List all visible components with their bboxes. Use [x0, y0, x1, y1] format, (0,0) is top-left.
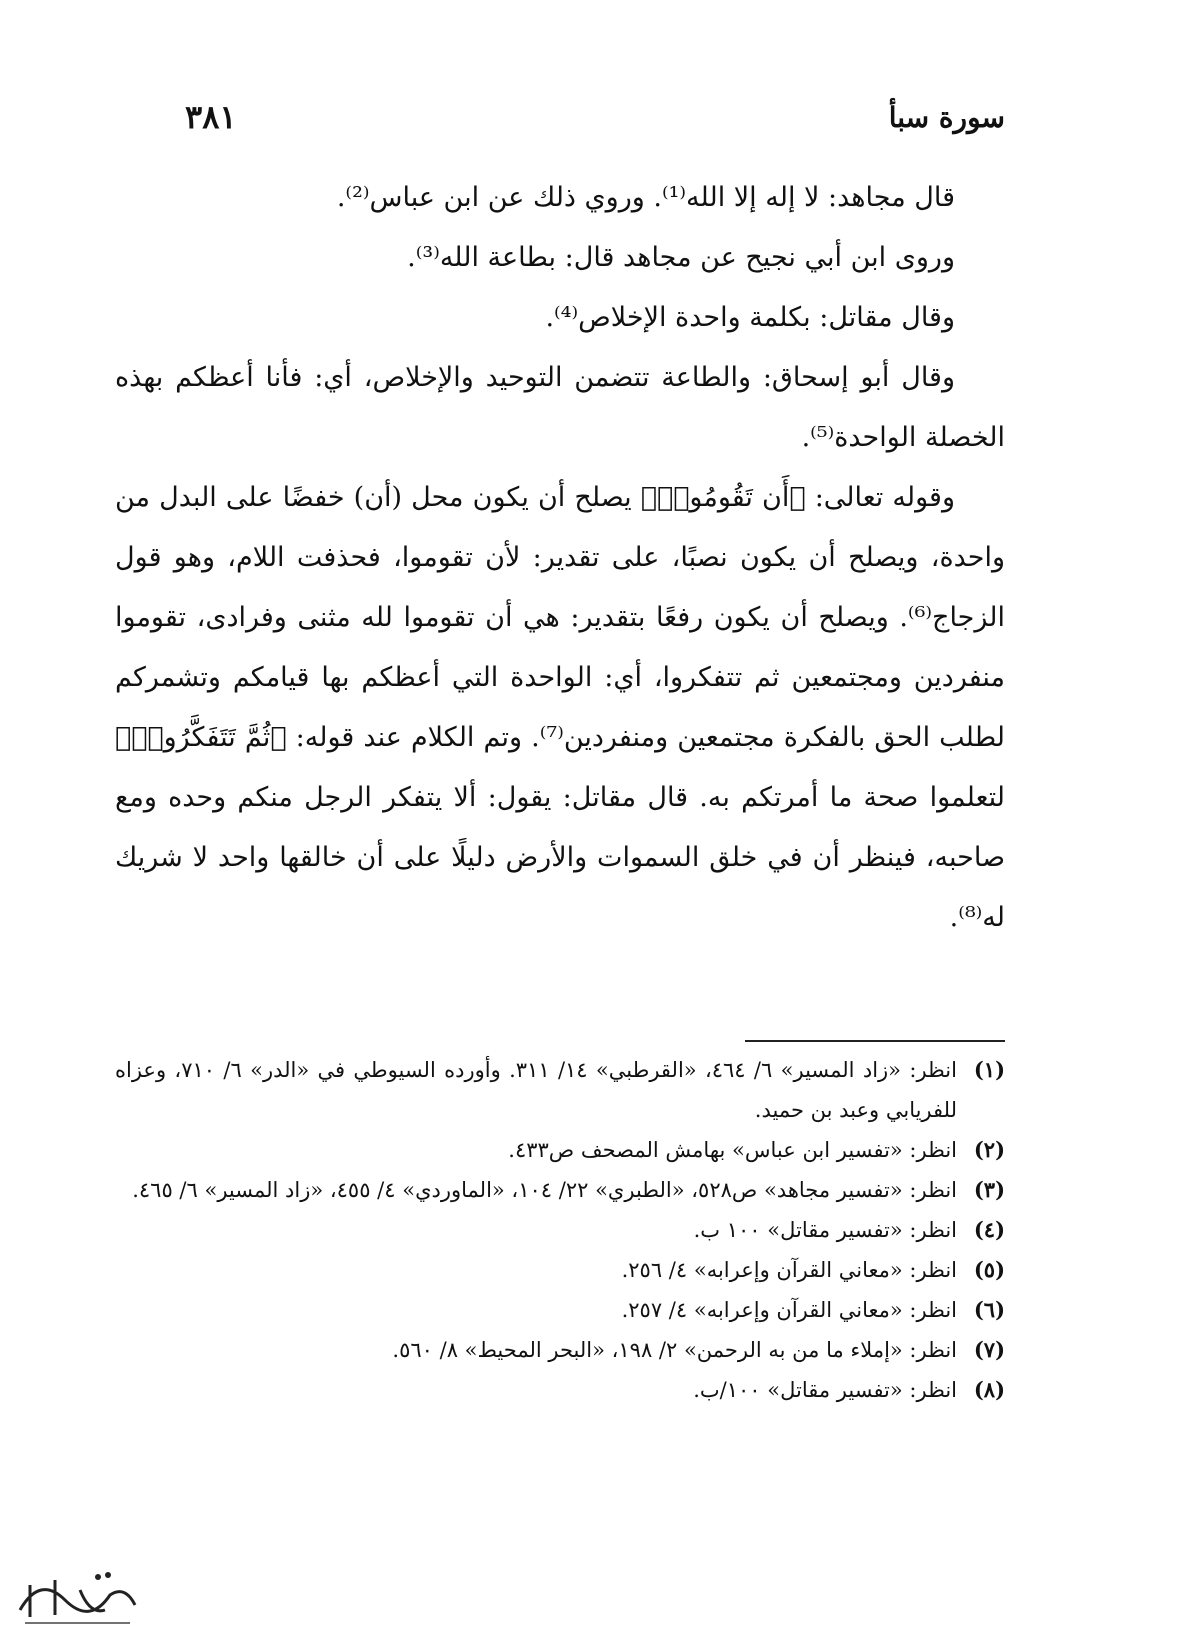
footnote-text: انظر: «معاني القرآن وإعرابه» ٤/ ٢٥٧.	[621, 1298, 957, 1322]
footnote-item	[115, 1370, 1005, 1410]
footnote-number: (١)	[973, 1057, 1005, 1082]
footnote-text: انظر: «معاني القرآن وإعرابه» ٤/ ٢٥٦.	[621, 1258, 957, 1282]
paragraph: قال مجاهد: لا إله إلا الله⁽¹⁾. وروي ذلك عن ابن عباس⁽²⁾.	[336, 182, 955, 213]
main-text	[115, 168, 1005, 948]
running-head	[185, 92, 1005, 142]
footnote-text: انظر: «إملاء ما من به الرحمن» ٢/ ١٩٨، «البحر المحيط» ٨/ ٥٦٠.	[392, 1338, 957, 1362]
paragraph: وروى ابن أبي نجيح عن مجاهد قال: بطاعة الله⁽³⁾.	[407, 242, 955, 273]
footnotes	[115, 1050, 1005, 1410]
footnote-divider	[745, 1040, 1005, 1042]
paragraph: وقال مقاتل: بكلمة واحدة الإخلاص⁽⁴⁾.	[545, 302, 955, 333]
footnote-text: انظر: «تفسير مجاهد» ص٥٢٨، «الطبري» ٢٢/ ١٠٤، «الماوردي» ٤/ ٤٥٥، «زاد المسير» ٦/ ٤٦٥.	[132, 1178, 957, 1202]
footnote-item	[115, 1290, 1005, 1330]
footnote-number: (٧)	[973, 1337, 1005, 1362]
page-number: ٣٨١	[185, 98, 237, 136]
paragraph: وقوله تعالى: ﴿أَن تَقُومُوا۟﴾ يصلح أن يكون محل (أن) خفضًا على البدل من واحدة، ويصلح أن يكون نصبًا، على تقدير: لأن تقوموا، فحذفت اللام، وهو قول الزجاج⁽⁶⁾. ويصلح أن يكون رفعًا بتقدير: هي أن تقوموا لله مثنى وفرادى، تقوموا منفردين ومجتمعين ثم تتفكروا، أي: الواحدة التي أعظكم بها قيامكم وتشمركم لطلب الحق بالفكرة مجتمعين ومنفردين⁽⁷⁾. وتم الكلام عند قوله: ﴿ثُمَّ تَتَفَكَّرُوا۟﴾ لتعلموا صحة ما أمرتكم به. قال مقاتل: يقول: ألا يتفكر الرجل منكم وحده ومع صاحبه، فينظر أن في خلق السموات والأرض دليلًا على أن خالقها واحد لا شريك له⁽⁸⁾.	[115, 482, 1005, 933]
footnote-item	[115, 1170, 1005, 1210]
footnote-number: (٣)	[973, 1177, 1005, 1202]
footnote-number: (٨)	[973, 1377, 1005, 1402]
footnote-text: انظر: «تفسير ابن عباس» بهامش المصحف ص٤٣٣.	[508, 1138, 957, 1162]
footnote-text: انظر: «تفسير مقاتل» ١٠٠/ب.	[693, 1378, 957, 1402]
footnote-item	[115, 1050, 1005, 1130]
footnote-number: (٥)	[973, 1257, 1005, 1282]
footnote-item	[115, 1210, 1005, 1250]
footnote-number: (٦)	[973, 1297, 1005, 1322]
library-stamp-logo	[10, 1555, 145, 1635]
footnote-item	[115, 1130, 1005, 1170]
surah-title: سورة سبأ	[888, 100, 1005, 134]
calligraphy-stamp-icon	[10, 1555, 145, 1635]
paragraph: وقال أبو إسحاق: والطاعة تتضمن التوحيد والإخلاص، أي: فأنا أعظكم بهذه الخصلة الواحدة⁽⁵⁾.	[115, 362, 1005, 453]
footnote-number: (٢)	[973, 1137, 1005, 1162]
footnote-text: انظر: «تفسير مقاتل» ١٠٠ ب.	[693, 1218, 957, 1242]
footnote-number: (٤)	[973, 1217, 1005, 1242]
footnote-item	[115, 1250, 1005, 1290]
footnote-item	[115, 1330, 1005, 1370]
footnote-text: انظر: «زاد المسير» ٦/ ٤٦٤، «القرطبي» ١٤/ ٣١١. وأورده السيوطي في «الدر» ٦/ ٧١٠، وعزاه للفريابي وعبد بن حميد.	[115, 1058, 957, 1122]
